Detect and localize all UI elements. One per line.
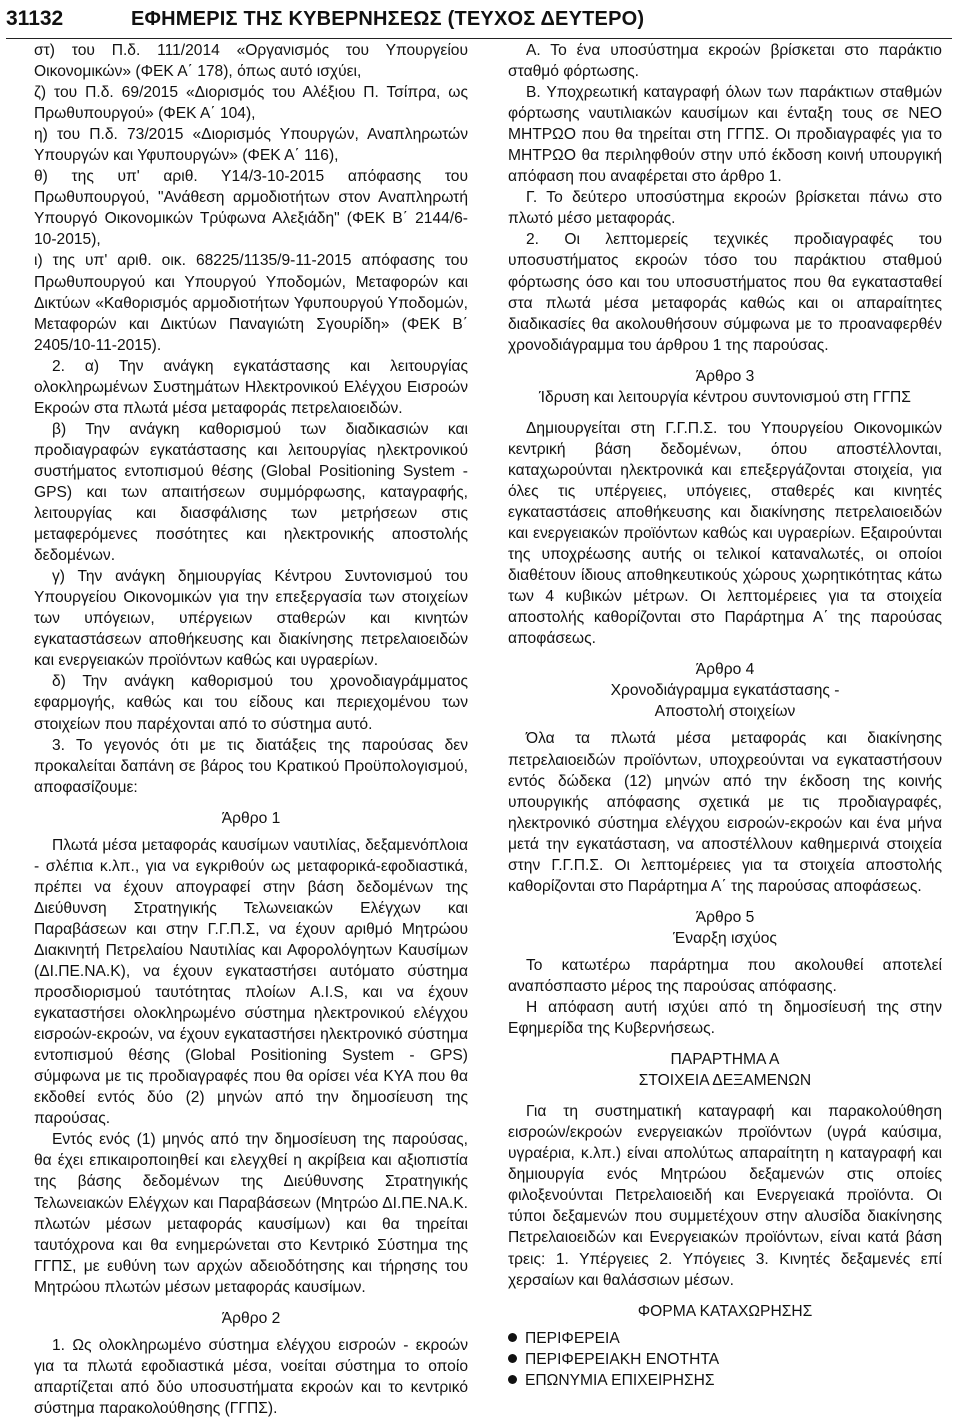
article-3-title: Ίδρυση και λειτουργία κέντρου συντονισμού στη ΓΓΠΣ [539,388,911,406]
paragraph: γ) Την ανάγκη δημιουργίας Κέντρου Συντονισμού του Υπουργείου Οικονομικών για την επεξεργασία των στοιχείων των υπόγειων, υπέργειων σταθερών και κινητών εγκαταστάσεων αποθήκευσης και διακίνησης πετρελαιοειδών και ενεργειακών προϊόντων καθώς και υγραερίων. [34,568,468,670]
paragraph: Πλωτά μέσα μεταφοράς καυσίμων ναυτιλίας, δεξαμενόπλοια - σλέπια κ.λπ., για να εγκριθούν ως μεταφορικά-εφοδιαστικά, πρέπει να έχουν απογραφεί στην βάση δεδομένων της Διεύθυνση Στρατηγικής Τελωνειακών Ελέγχων και Παραβάσεων και στην Γ.Γ.Π.Σ, να έχουν αριθμό Μητρώου Διακινητή Πετρελαίου Ναυτιλίας και Αφορολόγητων Καυσίμων (ΔΙ.ΠΕ.ΝΑ.Κ), να έχουν εγκαταστήσει αυτόματο σύστημα προσδιορισμού ταυτότητας πλοίων A.I.S, και να έχουν εγκαταστήσει ολοκληρωμένο σύστημα ηλεκτρονικού ελέγχου εισροών-εκροών, να έχουν εγκαταστήσει ηλεκτρονικό σύστημα εντοπισμού θέσης (Global Positioning System - GPS) σύμφωνα με τις προδιαγραφές που θα ορίσει νέα ΚΥΑ που θα εκδοθεί εντός δύο (2) μηνών από την δημοσίευση της παρούσας. [34,836,468,1128]
list-item [508,1370,942,1391]
form-heading: ΦΟΡΜΑ ΚΑΤΑΧΩΡΗΣΗΣ [637,1302,813,1320]
paragraph: ι) της υπ' αριθ. οικ. 68225/1135/9-11-2015 απόφασης του Πρωθυπουργού και Υπουργού Υποδομών, Μεταφορών και Δικτύων «Καθορισμός αρμοδιοτήτων Υφυπουργού Υποδομών, Μεταφορών και Δικτύων Παναγιώτη Σγουρίδη» (ΦΕΚ Β΄ 2405/10-11-2015). [34,252,468,354]
paragraph: Εντός ενός (1) μηνός από την δημοσίευση της παρούσας, θα έχει επικαιροποιηθεί και ελεγχθεί η ακρίβεια και αξιοπιστία της βάσης δεδομένων της Διεύθυνσης Στρατηγικής Τελωνειακών Ελέγχων και Παραβάσεων (Μητρώο ΔΙ.ΠΕ.ΝΑ.Κ. πλωτών μέσων μεταφοράς καυσίμων) και θα τηρείται ταυτόχρονα και θα ενημερώνεται στο Κεντρικό Σύστημα της ΓΓΠΣ, με ευθύνη των αρχών αδειοδότησης και τήρησης του Μητρώου πλωτών μέσων μεταφοράς καυσίμων. [34,1131,468,1296]
paragraph: 1. Ως ολοκληρωμένο σύστημα ελέγχου εισροών - εκροών για τα πλωτά εφοδιαστικά μέσα, νοείται σύστημα το οποίο απαρτίζεται από δύο υποσυστήματα εκροών και το κεντρικό σύστημα παρακολούθησης (ΓΓΠΣ). [34,1336,468,1417]
paragraph: Α. Το ένα υποσύστημα εκροών βρίσκεται στο παράκτιο σταθμό φόρτωσης. [508,42,942,81]
paragraph: Η απόφαση αυτή ισχύει από τη δημοσίευσή της στην Εφημερίδα της Κυβερνήσεως. [508,999,942,1038]
paragraph: ζ) του Π.δ. 69/2015 «Διορισμός του Αλέξιου Π. Τσίπρα, ως Πρωθυπουργού» (ΦΕΚ Α΄ 104), [34,84,468,123]
page-number: 31132 [6,7,64,30]
gazette-title: ΕΦΗΜΕΡΙΣ ΤΗΣ ΚΥΒΕΡΝΗΣΕΩΣ (ΤΕΥΧΟΣ ΔΕΥΤΕΡΟ) [131,7,645,30]
form-item-label: ΠΕΡΙΦΕΡΕΙΑ [525,1329,620,1347]
paragraph: θ) της υπ' αριθ. Υ14/3-10-2015 απόφασης του Πρωθυπουργού, "Ανάθεση αρμοδιοτήτων στον Αναπληρωτή Υπουργό Οικονομικών Τρύφωνα Αλεξιάδη" (ΦΕΚ Β΄ 2144/6-10-2015), [34,168,468,249]
paragraph: στ) του Π.δ. 111/2014 «Οργανισμός του Υπουργείου Οικονομικών» (ΦΕΚ Α΄ 178), όπως αυτό ισχύει, [34,42,468,81]
article-3-heading: Άρθρο 3 [695,367,755,385]
article-2-heading: Άρθρο 2 [221,1309,281,1327]
paragraph: Όλα τα πλωτά μέσα μεταφοράς και διακίνησης πετρελαιοειδών προϊόντων, υποχρεούνται να εγκαταστήσουν εντός δώδεκα (12) μηνών από την έκδοση της κοινής υπουργικής απόφασης σχετικά με τις προδιαγραφές, ηλεκτρονικό σύστημα ελέγχου εισροών-εκροών και ένα μήνα μετά την εγκατάσταση, να αποστέλλουν καθημερινά στοιχεία στην Γ.Γ.Π.Σ. Οι λεπτομέρειες για τα στοιχεία αποστολής καθορίζονται στο Παράρτημα Α΄ της παρούσας αποφάσεως. [508,730,942,895]
annex-heading: ΠΑΡΑΡΤΗΜΑ Α [670,1051,780,1069]
paragraph: Γ. Το δεύτερο υποσύστημα εκροών βρίσκεται πάνω στο πλωτό μέσο μεταφοράς. [508,189,942,228]
paragraph: δ) Την ανάγκη καθορισμού του χρονοδιαγράμματος εφαρμογής, καθώς και του είδους και περιεχομένου των στοιχείων που παρέχονται από το σύστημα αυτό. [34,673,468,733]
header-divider [6,38,952,39]
article-1-heading: Άρθρο 1 [221,809,281,827]
right-column [508,40,942,1391]
list-item [508,1328,942,1349]
paragraph: η) του Π.δ. 73/2015 «Διορισμός Υπουργών, Αναπληρωτών Υπουργών και Υφυπουργών» (ΦΕΚ Α΄ 116), [34,126,468,165]
bullet-icon [508,1375,517,1384]
bullet-icon [508,1333,517,1342]
article-5-title: Έναρξη ισχύος [673,929,777,947]
article-4-title-line-2: Αποστολή στοιχείων [654,703,796,721]
form-item-label: ΕΠΩΝΥΜΙΑ ΕΠΙΧΕΙΡΗΣΗΣ [525,1371,715,1389]
paragraph: Το κατωτέρω παράρτημα που ακολουθεί αποτελεί αναπόσπαστο μέρος της παρούσας απόφασης. [508,956,942,995]
paragraph: β) Την ανάγκη καθορισμού των διαδικασιών και προδιαγραφών εγκατάστασης και λειτουργίας ηλεκτρονικού συστήματος εντοπισμού θέσης (Global Positioning System - GPS) και των απαιτήσεων συμμόρφωσης, καταγραφής, λειτουργίας και διασφάλισης των μετρήσεων στις μεταφερόμενες ποσότητες και ηλεκτρονικής αποστολής δεδομένων. [34,420,468,565]
form-item-label: ΠΕΡΙΦΕΡΕΙΑΚΗ ΕΝΟΤΗΤΑ [525,1350,720,1368]
article-4-title-line-1: Χρονοδιάγραμμα εγκατάστασης - [610,682,840,700]
list-item [508,1349,942,1370]
paragraph: 2. Οι λεπτομερείς τεχνικές προδιαγραφές του υποσυστήματος εκροών τόσο του παράκτιου σταθμού φόρτωσης όσο και του υποσυστήματος που θα εγκατασταθεί στα πλωτά μέσα μεταφοράς καθώς και οι απαραίτητες διαδικασίες θα ακολουθήσουν σύμφωνα με το προαναφερθέν χρονοδιάγραμμα του άρθρου 1 της παρούσας. [508,231,942,354]
left-column [34,40,468,1419]
paragraph: Για τη συστηματική καταγραφή και παρακολούθηση εισροών/εκροών ενεργειακών προϊόντων (υγρά καύσιμα, υγραέρια, κ.λπ.) είναι απολύτως απαραίτητη η καταγραφή και δημιουργία ενός Μητρώου δεξαμενών στις οποίες φιλοξενούνται Πετρελαιοειδή και Ενεργειακά προϊόντα. Οι τύποι δεξαμενών που συμμετέχουν στην αλυσίδα διακίνησης Πετρελαιοειδών και Ενεργειακών προϊόντων, είναι κατά βάση τρεις: 1. Υπέργειες 2. Υπόγειες 3. Κινητές δεξαμενές επί χερσαίων και θαλάσσιων μέσων. [508,1103,942,1289]
paragraph: Β. Υποχρεωτική καταγραφή όλων των παράκτιων σταθμών φόρτωσης ναυτιλιακών καυσίμων και ένταξη τους σε ΝΕΟ ΜΗΤΡΩΟ που θα τηρείται στη ΓΓΠΣ. Οι προδιαγραφές για το ΜΗΤΡΩΟ θα περιληφθούν στην υπό έκδοση κοινή υπουργική απόφαση που αναφέρεται στο άρθρο 1. [508,84,942,186]
paragraph: 2. α) Την ανάγκη εγκατάστασης και λειτουργίας ολοκληρωμένων Συστημάτων Ηλεκτρονικού Ελέγχου Εισροών Εκροών στα πλωτά μέσα μεταφοράς πετρελαιοειδών. [34,357,468,417]
article-4-heading: Άρθρο 4 [695,661,755,679]
article-5-heading: Άρθρο 5 [695,908,755,926]
annex-title: ΣΤΟΙΧΕΙΑ ΔΕΞΑΜΕΝΩΝ [638,1072,812,1090]
page-header [6,2,946,36]
bullet-icon [508,1354,517,1363]
paragraph: Δημιουργείται στη Γ.Γ.Π.Σ. του Υπουργείου Οικονομικών κεντρική βάση δεδομένων, όπου αποστέλλονται, καταχωρούνται ηλεκτρονικά και επεξεργάζονται στοιχεία, για όλες τις υπέργειες, υπόγειες, σταθερές και κινητές εγκαταστάσεις αποθήκευσης και διακίνησης πετρελαιοειδών και ενεργειακών προϊόντων καθώς και υγραερίων. Εξαιρούνται της υποχρέωσης αυτής οι τελικοί καταναλωτές, οι οποίοι διαθέτουν ίδιους αποθηκευτικούς χώρους χωρητικότητας κάτω των 4 κυβικών μέτρων. Οι λεπτομέρειες για τα στοιχεία αποστολής καθορίζονται στο Παράρτημα Α΄ της παρούσας αποφάσεως. [508,419,942,648]
paragraph: 3. Το γεγονός ότι με τις διατάξεις της παρούσας δεν προκαλείται δαπάνη σε βάρος του Κρατικού Προϋπολογισμού, αποφασίζουμε: [34,736,468,796]
form-field-list [508,1328,942,1391]
